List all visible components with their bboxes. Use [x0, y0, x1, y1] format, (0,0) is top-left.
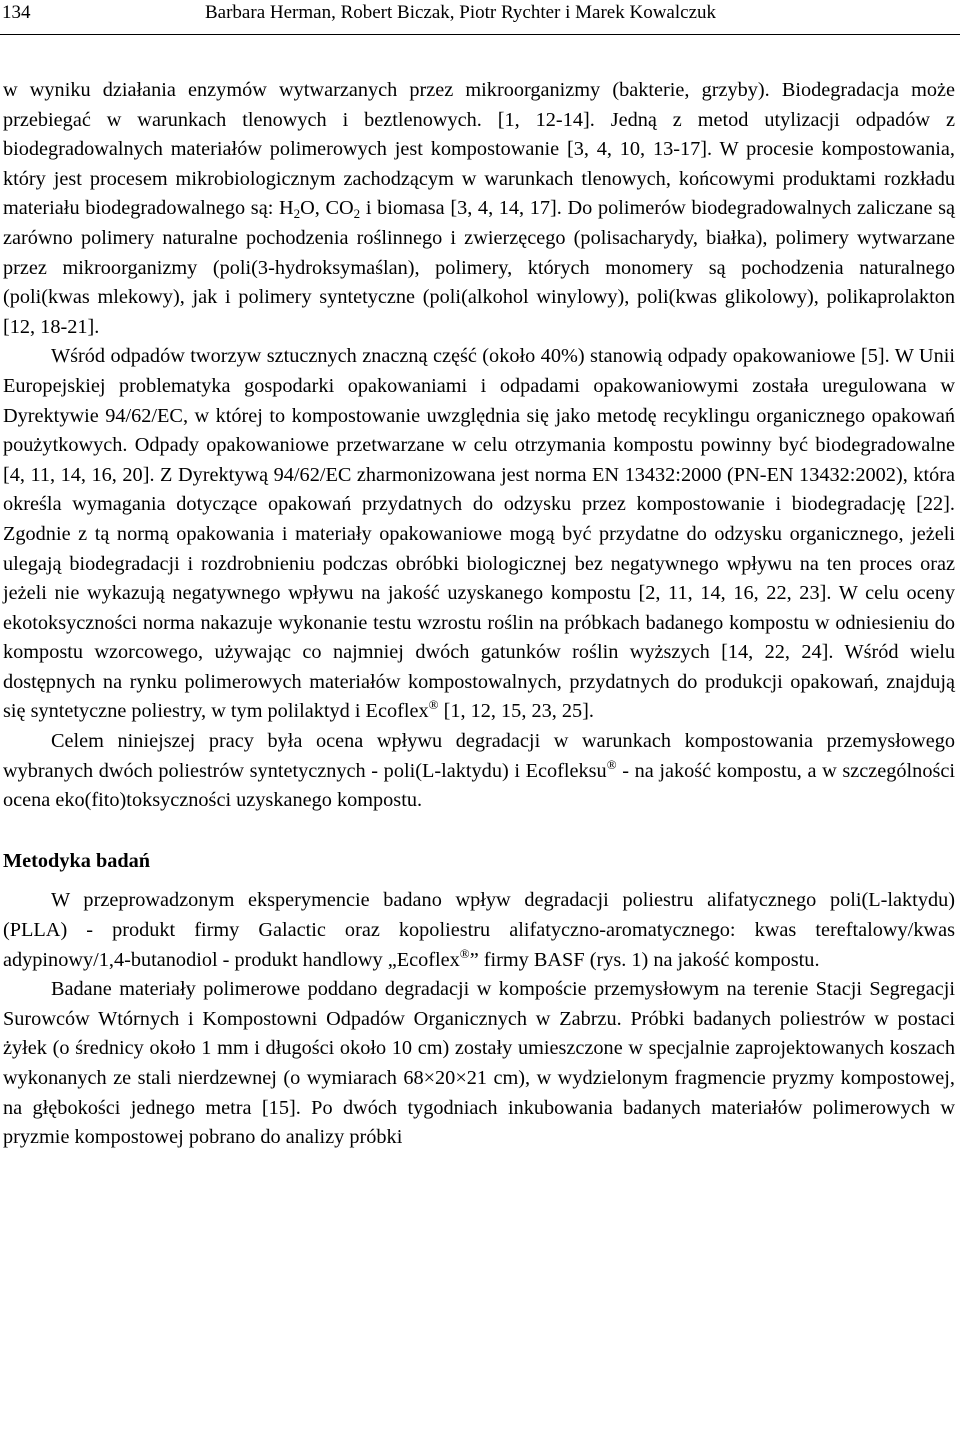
page-header: [0, 0, 960, 35]
paragraph-1: w wyniku działania enzymów wytwarzanych przez mikroorganizmy (bakterie, grzyby). Biodegradacja może przebiegać w warunkach tlenowych i beztlenowych. [1, 12-14]. Jedną z metod utylizacji odpadów z biodegradowalnych materiałów polimerowych jest kompostowanie [3, 4, 10, 13-17]. W procesie kompostowania, który jest procesem mikrobiologicznym zachodzącym w warunkach tlenowych, końcowymi produktami rozkładu materiału biodegradowalnego są: $H_2O$, $CO_2$ i biomasa [3, 4, 14, 17]. Do polimerów biodegradowalnych zaliczane są zarówno polimery naturalne pochodzenia roślinnego i zwierzęcego (polisacharydy, białka), polimery wytwarzane przez mikroorganizmy (poli(3-hydroksymaślan), polimery, których monomery są pochodzenia naturalnego (poli(kwas mlekowy), jak i polimery syntetyczne (poli(alkohol winylowy), poli(kwas glikolowy), polikaprolakton [12, 18-21].: [3, 79, 955, 338]
paragraph-3: Celem niniejszej pracy była ocena wpływu degradacji w warunkach kompostowania przemysłowego wybranych dwóch poliestrów syntetycznych - poli(L-laktydu) i Ecofleksu® - na jakość kompostu, a w szczególności ocena eko(fito)toksyczności uzyskanego kompostu.: [3, 730, 955, 812]
paragraph-4: W przeprowadzonym eksperymencie badano wpływ degradacji poliestru alifatycznego poli(L-laktydu) (PLLA) - produkt firmy Galactic oraz kopoliestru alifatyczno-aromatycznego: kwas tereftalowy/kwas adypinowy/1,4-butanodiol - produkt handlowy „Ecoflex®” firmy BASF (rys. 1) na jakość kompostu.: [3, 889, 955, 971]
section-heading: Metodyka badań: [3, 849, 151, 872]
running-head: Barbara Herman, Robert Biczak, Piotr Rychter i Marek Kowalczuk: [205, 2, 717, 23]
body-text: [3, 76, 955, 1153]
paragraph-2: Wśród odpadów tworzyw sztucznych znaczną część (około 40%) stanowią odpady opakowaniowe [5]. W Unii Europejskiej problematyka gospodarki opakowaniami i odpadami opakowaniowymi została uregulowana w Dyrektywie 94/62/EC, w której to kompostowanie uwzględnia się jako metodę recyklingu organicznego opakowań poużytkowych. Odpady opakowaniowe przetwarzane w celu otrzymania kompostu powinny być biodegradowalne [4, 11, 14, 16, 20]. Z Dyrektywą 94/62/EC zharmonizowana jest norma EN 13432:2000 (PN-EN 13432:2002), która określa wymagania dotyczące opakowań przydatnych do odzysku przez kompostowanie i biodegradację [22]. Zgodnie z tą normą opakowania i materiały opakowaniowe mogą być przydatne do odzysku organicznego, jeżeli ulegają biodegradacji i rozdrobnieniu podczas obróbki biologicznej bez negatywnego wpływu na ten proces oraz jeżeli nie wykazują negatywnego wpływu na jakość uzyskanego kompostu [2, 11, 14, 16, 22, 23]. W celu oceny ekotoksyczności norma nakazuje wykonanie testu wzrostu roślin na próbkach badanego kompostu w odniesieniu do kompostu wzorcowego, używając co najmniej dwóch gatunków roślin wyższych [14, 22, 24]. Wśród wielu dostępnych na rynku polimerowych materiałów kompostowalnych, przydatnych do produkcji opakowań, znajdują się syntetyczne poliestry, w tym polilaktyd i Ecoflex® [1, 12, 15, 23, 25].: [3, 345, 955, 723]
paragraph-5: Badane materiały polimerowe poddano degradacji w kompoście przemysłowym na terenie Stacji Segregacji Surowców Wtórnych i Kompostowni Odpadów Organicznych w Zabrzu. Próbki badanych poliestrów w postaci żyłek (o średnicy około 1 mm i długości około 10 cm) zostały umieszczone w specjalnie zaprojektowanych koszach wykonanych ze stali nierdzewnej (o wymiarach 68×20×21 cm), w wydzielonym fragmencie pryzmy kompostowej, na głębokości jednego metra [15]. Po dwóch tygodniach inkubowania badanych materiałów polimerowych w pryzmie kompostowej pobrano do analizy próbki: [3, 978, 955, 1149]
page-number: 134: [2, 2, 31, 23]
